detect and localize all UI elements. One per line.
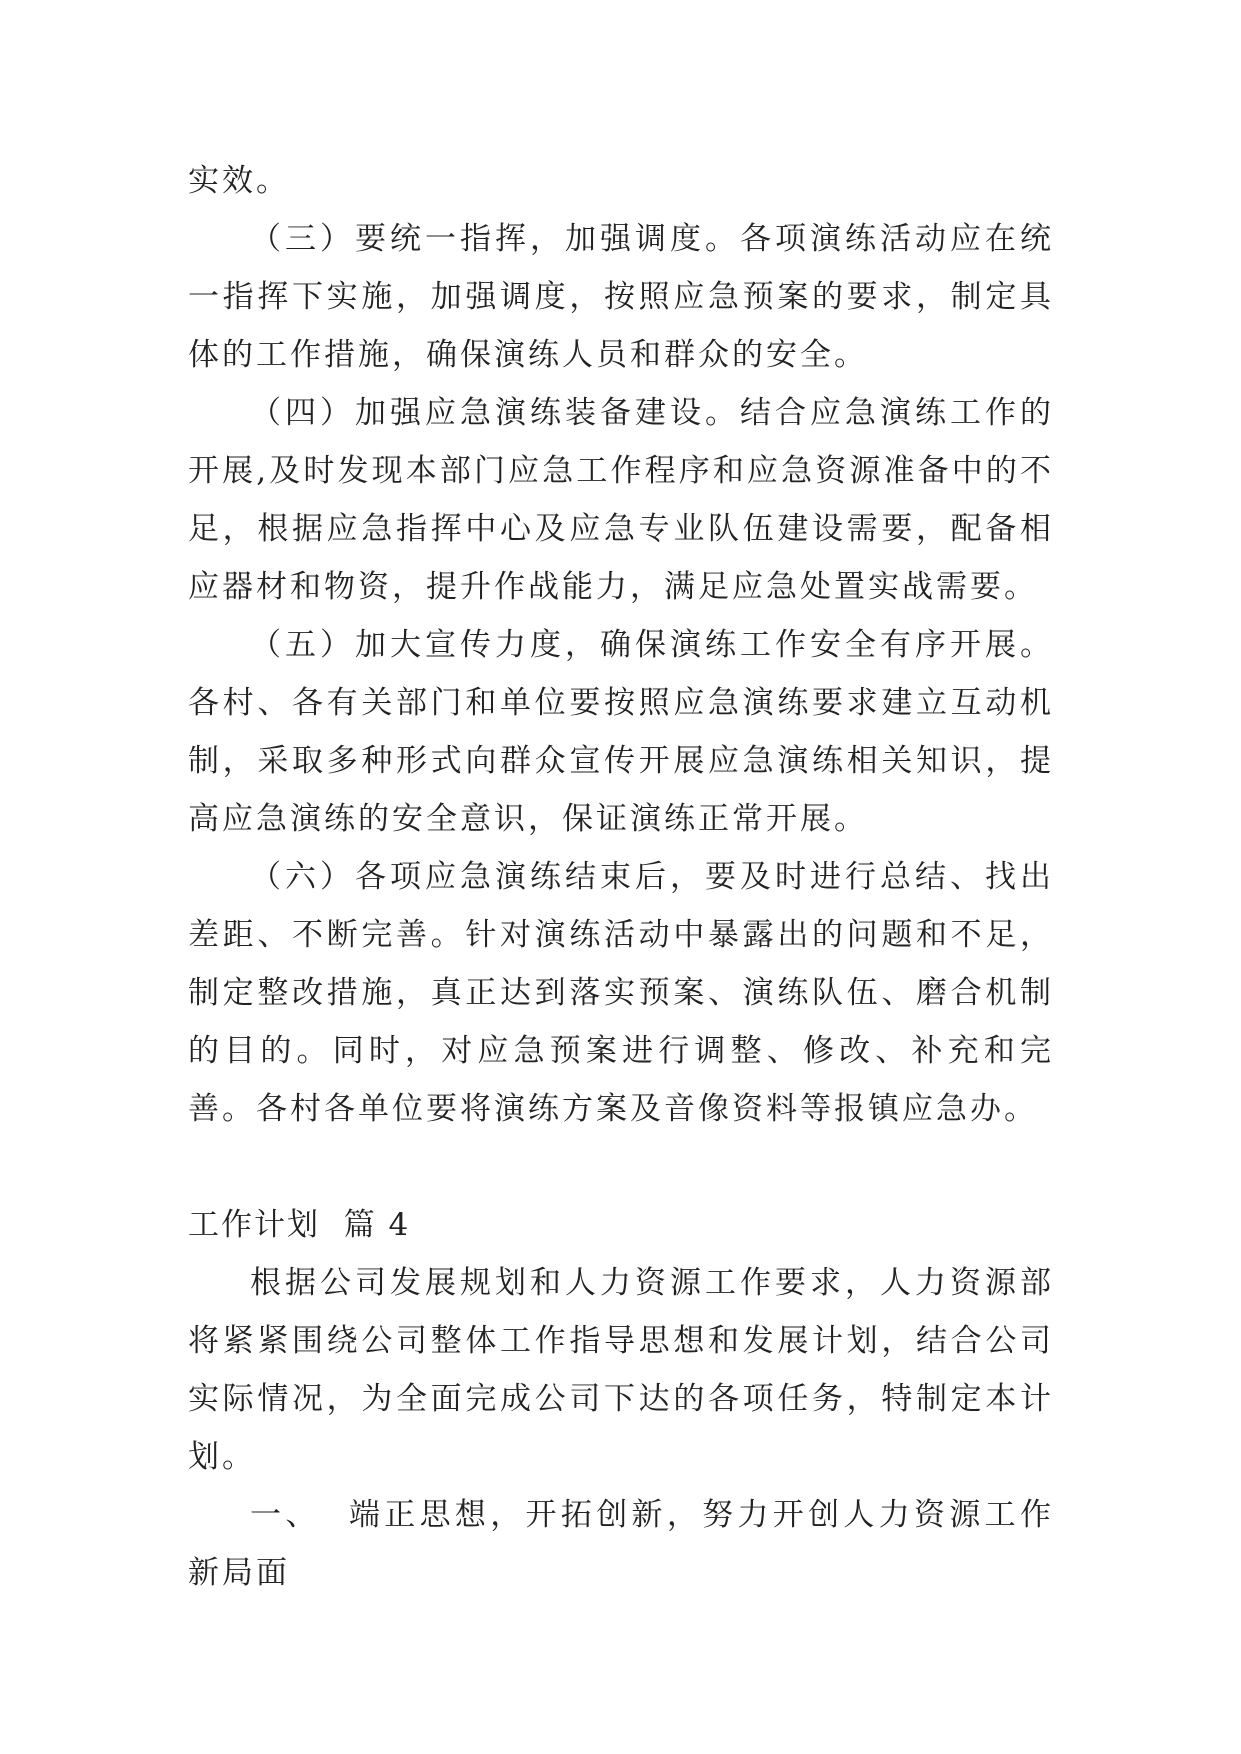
paragraph-item-3: （三）要统一指挥，加强调度。各项演练活动应在统一指挥下实施，加强调度，按照应急预案的要求，制定具体的工作措施，确保演练人员和群众的安全。	[188, 221, 1054, 373]
paragraph-item-5: （五）加大宣传力度，确保演练工作安全有序开展。各村、各有关部门和单位要按照应急演练要求建立互动机制，采取多种形式向群众宣传开展应急演练相关知识，提高应急演练的安全意识，保证演练正常开展。	[188, 627, 1054, 837]
paragraph-item-4: （四）加强应急演练装备建设。结合应急演练工作的开展,及时发现本部门应急工作程序和应急资源准备中的不足，根据应急指挥中心及应急专业队伍建设需要，配备相应器材和物资，提升作战能力，满足应急处置实战需要。	[188, 395, 1054, 605]
continuation-text: 实效。	[188, 163, 290, 199]
sub-heading: 一、 端正思想，开拓创新，努力开创人力资源工作新局面	[188, 1497, 1054, 1591]
paragraph-item-6: （六）各项应急演练结束后，要及时进行总结、找出差距、不断完善。针对演练活动中暴露出的问题和不足，制定整改措施，真正达到落实预案、演练队伍、磨合机制的目的。同时，对应急预案进行调整、修改、补充和完善。各村各单位要将演练方案及音像资料等报镇应急办。	[188, 859, 1054, 1127]
section-gap	[188, 1138, 1054, 1196]
intro-paragraph: 根据公司发展规划和人力资源工作要求，人力资源部将紧紧围绕公司整体工作指导思想和发展计划，结合公司实际情况，为全面完成公司下达的各项任务，特制定本计划。	[188, 1265, 1054, 1475]
section-heading: 工作计划 篇 4	[188, 1207, 411, 1243]
document-body	[188, 152, 1054, 1602]
